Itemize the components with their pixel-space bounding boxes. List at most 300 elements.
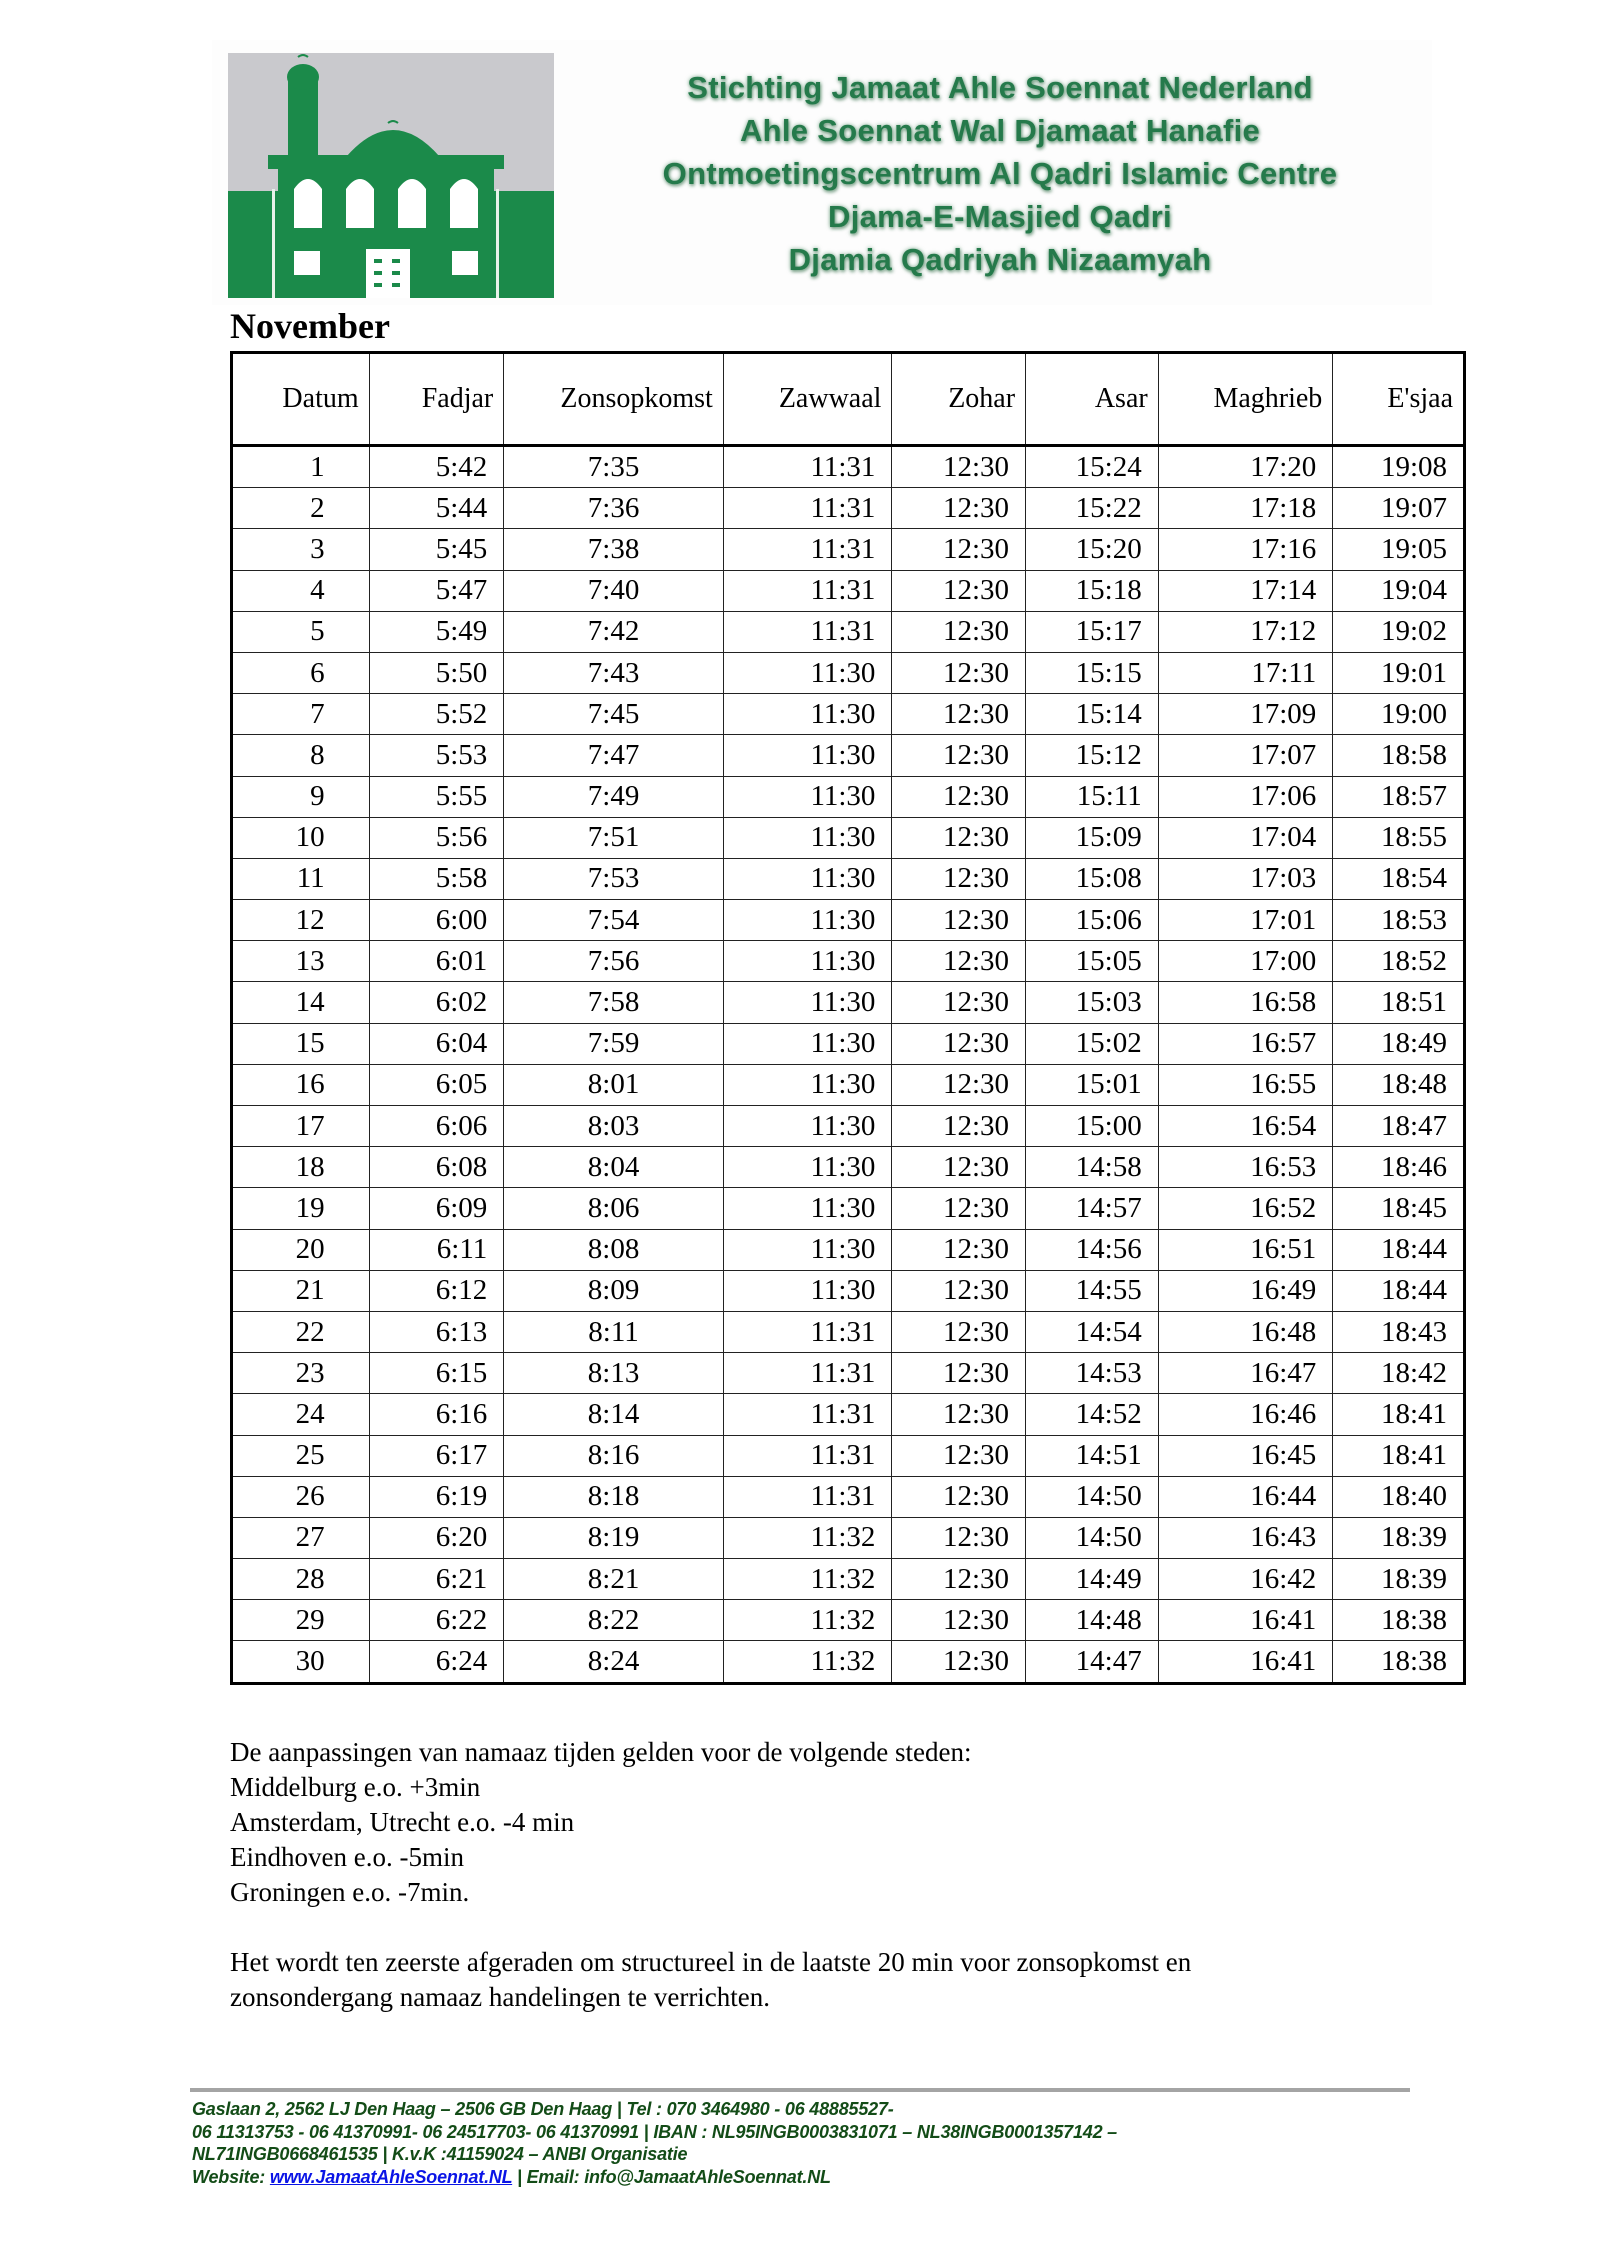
footer-iban-kvk-line: NL71INGB0668461535 | K.v.K :41159024 – ANBI Organisatie (192, 2144, 688, 2164)
table-row (232, 488, 1465, 529)
table-row (232, 941, 1465, 982)
adjustment-item: Groningen e.o. -7min. (230, 1877, 470, 1907)
cell-zonsopkomst: 8:19 (504, 1517, 724, 1558)
cell-asar: 14:50 (1026, 1476, 1159, 1517)
table-row (232, 694, 1465, 735)
cell-datum: 20 (232, 1229, 370, 1270)
cell-fadjar: 6:00 (369, 900, 504, 941)
adjustments-intro: De aanpassingen van namaaz tijden gelden voor de volgende steden: (230, 1737, 972, 1767)
column-header-fadjar: Fadjar (369, 353, 504, 446)
cell-fadjar: 5:53 (369, 735, 504, 776)
org-line-4: Djama-E-Masjied Qadri (828, 199, 1172, 234)
footer-address-line: Gaslaan 2, 2562 LJ Den Haag – 2506 GB Den Haag | Tel : 070 3464980 - 06 48885527- (192, 2099, 894, 2119)
cell-maghrieb: 17:00 (1158, 941, 1333, 982)
cell-zonsopkomst: 7:36 (504, 488, 724, 529)
cell-datum: 2 (232, 488, 370, 529)
cell-zonsopkomst: 8:01 (504, 1064, 724, 1105)
cell-zawwaal: 11:30 (723, 941, 892, 982)
cell-zonsopkomst: 7:42 (504, 611, 724, 652)
cell-maghrieb: 16:49 (1158, 1270, 1333, 1311)
cell-datum: 22 (232, 1311, 370, 1352)
cell-fadjar: 5:45 (369, 529, 504, 570)
cell-maghrieb: 17:14 (1158, 570, 1333, 611)
cell-zohar: 12:30 (892, 1600, 1026, 1641)
cell-maghrieb: 16:57 (1158, 1023, 1333, 1064)
website-label: Website: (192, 2166, 270, 2187)
cell-zohar: 12:30 (892, 1270, 1026, 1311)
cell-datum: 23 (232, 1353, 370, 1394)
column-header-datum: Datum (232, 353, 370, 446)
cell-zonsopkomst: 8:14 (504, 1394, 724, 1435)
cell-zohar: 12:30 (892, 1517, 1026, 1558)
cell-maghrieb: 16:53 (1158, 1147, 1333, 1188)
cell-zawwaal: 11:30 (723, 900, 892, 941)
cell-maghrieb: 17:18 (1158, 488, 1333, 529)
cell-esjaa: 18:53 (1333, 900, 1465, 941)
org-line-2: Ahle Soennat Wal Djamaat Hanafie (739, 113, 1261, 148)
cell-esjaa: 18:45 (1333, 1188, 1465, 1229)
cell-esjaa: 18:48 (1333, 1064, 1465, 1105)
table-row (232, 1476, 1465, 1517)
cell-asar: 15:18 (1026, 570, 1159, 611)
cell-maghrieb: 16:58 (1158, 982, 1333, 1023)
column-header-esjaa: E'sjaa (1333, 353, 1465, 446)
cell-zawwaal: 11:31 (723, 570, 892, 611)
cell-zawwaal: 11:31 (723, 611, 892, 652)
cell-asar: 15:09 (1026, 817, 1159, 858)
cell-maghrieb: 16:44 (1158, 1476, 1333, 1517)
cell-asar: 14:56 (1026, 1229, 1159, 1270)
cell-zawwaal: 11:30 (723, 652, 892, 693)
cell-fadjar: 6:02 (369, 982, 504, 1023)
table-row (232, 1600, 1465, 1641)
table-row (232, 735, 1465, 776)
cell-esjaa: 18:51 (1333, 982, 1465, 1023)
cell-zawwaal: 11:30 (723, 1106, 892, 1147)
org-line-1: Stichting Jamaat Ahle Soennat Nederland (687, 70, 1313, 105)
table-row (232, 1435, 1465, 1476)
table-row (232, 1023, 1465, 1064)
cell-fadjar: 5:42 (369, 446, 504, 488)
cell-maghrieb: 16:46 (1158, 1394, 1333, 1435)
footer-contact (192, 2098, 1492, 2188)
cell-esjaa: 18:39 (1333, 1517, 1465, 1558)
cell-zohar: 12:30 (892, 570, 1026, 611)
cell-zohar: 12:30 (892, 488, 1026, 529)
cell-zohar: 12:30 (892, 1106, 1026, 1147)
cell-fadjar: 6:06 (369, 1106, 504, 1147)
cell-asar: 14:50 (1026, 1517, 1159, 1558)
cell-asar: 15:17 (1026, 611, 1159, 652)
cell-fadjar: 6:16 (369, 1394, 504, 1435)
cell-zonsopkomst: 7:47 (504, 735, 724, 776)
column-header-zawwaal: Zawwaal (723, 353, 892, 446)
cell-asar: 15:20 (1026, 529, 1159, 570)
cell-zohar: 12:30 (892, 611, 1026, 652)
cell-asar: 14:58 (1026, 1147, 1159, 1188)
cell-zohar: 12:30 (892, 776, 1026, 817)
cell-zonsopkomst: 7:38 (504, 529, 724, 570)
cell-asar: 15:24 (1026, 446, 1159, 488)
cell-esjaa: 19:00 (1333, 694, 1465, 735)
cell-zonsopkomst: 7:53 (504, 858, 724, 899)
mosque-icon (228, 53, 554, 298)
cell-fadjar: 5:58 (369, 858, 504, 899)
table-row (232, 1353, 1465, 1394)
cell-zonsopkomst: 7:40 (504, 570, 724, 611)
table-row (232, 900, 1465, 941)
cell-zohar: 12:30 (892, 694, 1026, 735)
cell-zonsopkomst: 7:43 (504, 652, 724, 693)
table-row (232, 1559, 1465, 1600)
table-row (232, 1147, 1465, 1188)
cell-zonsopkomst: 8:09 (504, 1270, 724, 1311)
table-row (232, 652, 1465, 693)
cell-fadjar: 5:49 (369, 611, 504, 652)
cell-zawwaal: 11:30 (723, 694, 892, 735)
cell-fadjar: 6:22 (369, 1600, 504, 1641)
cell-zohar: 12:30 (892, 1188, 1026, 1229)
cell-zawwaal: 11:31 (723, 1353, 892, 1394)
cell-datum: 24 (232, 1394, 370, 1435)
cell-zawwaal: 11:31 (723, 446, 892, 488)
cell-esjaa: 19:02 (1333, 611, 1465, 652)
table-row (232, 446, 1465, 488)
table-row (232, 817, 1465, 858)
cell-fadjar: 6:01 (369, 941, 504, 982)
cell-datum: 6 (232, 652, 370, 693)
cell-datum: 3 (232, 529, 370, 570)
cell-zonsopkomst: 7:49 (504, 776, 724, 817)
cell-esjaa: 18:43 (1333, 1311, 1465, 1352)
org-line-5: Djamia Qadriyah Nizaamyah (788, 242, 1212, 277)
cell-zohar: 12:30 (892, 529, 1026, 570)
cell-zohar: 12:30 (892, 1641, 1026, 1683)
cell-fadjar: 6:04 (369, 1023, 504, 1064)
cell-zawwaal: 11:30 (723, 1023, 892, 1064)
cell-zawwaal: 11:30 (723, 1147, 892, 1188)
cell-datum: 26 (232, 1476, 370, 1517)
cell-datum: 4 (232, 570, 370, 611)
cell-zohar: 12:30 (892, 735, 1026, 776)
cell-fadjar: 5:47 (369, 570, 504, 611)
column-header-zonsopkomst: Zonsopkomst (504, 353, 724, 446)
website-link[interactable]: www.JamaatAhleSoennat.NL (269, 2166, 513, 2187)
cell-zawwaal: 11:30 (723, 735, 892, 776)
cell-zohar: 12:30 (892, 817, 1026, 858)
month-title: November (230, 306, 390, 346)
cell-datum: 7 (232, 694, 370, 735)
footer-web-line (192, 2166, 1492, 2189)
cell-zohar: 12:30 (892, 1023, 1026, 1064)
cell-zonsopkomst: 8:08 (504, 1229, 724, 1270)
cell-zawwaal: 11:32 (723, 1517, 892, 1558)
table-row (232, 1641, 1465, 1683)
table-row (232, 570, 1465, 611)
cell-datum: 12 (232, 900, 370, 941)
cell-esjaa: 18:40 (1333, 1476, 1465, 1517)
cell-datum: 9 (232, 776, 370, 817)
table-row (232, 611, 1465, 652)
cell-esjaa: 18:58 (1333, 735, 1465, 776)
cell-zohar: 12:30 (892, 1394, 1026, 1435)
cell-datum: 15 (232, 1023, 370, 1064)
cell-datum: 30 (232, 1641, 370, 1683)
cell-asar: 15:05 (1026, 941, 1159, 982)
cell-zawwaal: 11:31 (723, 1394, 892, 1435)
cell-esjaa: 18:39 (1333, 1559, 1465, 1600)
cell-maghrieb: 16:41 (1158, 1600, 1333, 1641)
cell-fadjar: 5:44 (369, 488, 504, 529)
cell-zonsopkomst: 7:56 (504, 941, 724, 982)
cell-asar: 14:55 (1026, 1270, 1159, 1311)
cell-esjaa: 18:38 (1333, 1641, 1465, 1683)
cell-zonsopkomst: 8:16 (504, 1435, 724, 1476)
column-header-zohar: Zohar (892, 353, 1026, 446)
prayer-times-table (230, 351, 1466, 1685)
cell-esjaa: 18:55 (1333, 817, 1465, 858)
table-row (232, 1517, 1465, 1558)
cell-esjaa: 18:47 (1333, 1106, 1465, 1147)
cell-zawwaal: 11:32 (723, 1600, 892, 1641)
cell-zawwaal: 11:32 (723, 1641, 892, 1683)
advice-line-2: zonsondergang namaaz handelingen te verrichten. (230, 1982, 771, 2012)
cell-zawwaal: 11:30 (723, 1229, 892, 1270)
cell-asar: 15:08 (1026, 858, 1159, 899)
cell-zohar: 12:30 (892, 446, 1026, 488)
table-row (232, 1188, 1465, 1229)
cell-fadjar: 6:24 (369, 1641, 504, 1683)
cell-maghrieb: 16:54 (1158, 1106, 1333, 1147)
cell-fadjar: 5:50 (369, 652, 504, 693)
cell-esjaa: 19:05 (1333, 529, 1465, 570)
cell-fadjar: 6:11 (369, 1229, 504, 1270)
cell-zohar: 12:30 (892, 941, 1026, 982)
notes-section (230, 1735, 1430, 2015)
cell-fadjar: 6:08 (369, 1147, 504, 1188)
cell-asar: 15:06 (1026, 900, 1159, 941)
cell-zonsopkomst: 8:06 (504, 1188, 724, 1229)
cell-zonsopkomst: 8:03 (504, 1106, 724, 1147)
cell-asar: 15:15 (1026, 652, 1159, 693)
cell-asar: 15:12 (1026, 735, 1159, 776)
footer-phone-iban-line: 06 11313753 - 06 41370991- 06 24517703- 06 41370991 | IBAN : NL95INGB0003831071 – NL38INGB0001357142 – (192, 2121, 1117, 2142)
cell-esjaa: 18:38 (1333, 1600, 1465, 1641)
cell-esjaa: 19:04 (1333, 570, 1465, 611)
cell-maghrieb: 17:07 (1158, 735, 1333, 776)
email-text: | Email: info@JamaatAhleSoennat.NL (512, 2166, 831, 2187)
cell-zawwaal: 11:31 (723, 1435, 892, 1476)
cell-maghrieb: 16:42 (1158, 1559, 1333, 1600)
cell-zawwaal: 11:30 (723, 858, 892, 899)
table-header-row (232, 353, 1465, 446)
cell-fadjar: 5:52 (369, 694, 504, 735)
cell-asar: 14:53 (1026, 1353, 1159, 1394)
table-row (232, 529, 1465, 570)
cell-zonsopkomst: 7:59 (504, 1023, 724, 1064)
cell-maghrieb: 16:43 (1158, 1517, 1333, 1558)
cell-maghrieb: 16:48 (1158, 1311, 1333, 1352)
cell-asar: 15:02 (1026, 1023, 1159, 1064)
cell-esjaa: 18:54 (1333, 858, 1465, 899)
cell-fadjar: 6:17 (369, 1435, 504, 1476)
cell-fadjar: 6:12 (369, 1270, 504, 1311)
cell-maghrieb: 16:55 (1158, 1064, 1333, 1105)
adjustment-item: Middelburg e.o. +3min (230, 1772, 481, 1802)
cell-maghrieb: 17:06 (1158, 776, 1333, 817)
advice-line-1: Het wordt ten zeerste afgeraden om structureel in de laatste 20 min voor zonsopkomst en (230, 1947, 1192, 1977)
cell-datum: 13 (232, 941, 370, 982)
cell-zonsopkomst: 8:11 (504, 1311, 724, 1352)
cell-zonsopkomst: 8:24 (504, 1641, 724, 1683)
table-row (232, 858, 1465, 899)
cell-fadjar: 6:09 (369, 1188, 504, 1229)
cell-esjaa: 18:52 (1333, 941, 1465, 982)
cell-zohar: 12:30 (892, 1311, 1026, 1352)
cell-maghrieb: 16:47 (1158, 1353, 1333, 1394)
cell-asar: 14:49 (1026, 1559, 1159, 1600)
cell-zawwaal: 11:31 (723, 1476, 892, 1517)
cell-esjaa: 19:01 (1333, 652, 1465, 693)
cell-fadjar: 5:56 (369, 817, 504, 858)
cell-zawwaal: 11:30 (723, 982, 892, 1023)
cell-zawwaal: 11:30 (723, 817, 892, 858)
cell-datum: 1 (232, 446, 370, 488)
cell-esjaa: 18:41 (1333, 1435, 1465, 1476)
cell-datum: 18 (232, 1147, 370, 1188)
cell-datum: 19 (232, 1188, 370, 1229)
table-row (232, 1106, 1465, 1147)
cell-datum: 29 (232, 1600, 370, 1641)
cell-esjaa: 19:07 (1333, 488, 1465, 529)
cell-zohar: 12:30 (892, 652, 1026, 693)
cell-zonsopkomst: 7:54 (504, 900, 724, 941)
cell-maghrieb: 16:41 (1158, 1641, 1333, 1683)
cell-zawwaal: 11:31 (723, 529, 892, 570)
cell-asar: 15:00 (1026, 1106, 1159, 1147)
cell-esjaa: 18:57 (1333, 776, 1465, 817)
cell-zawwaal: 11:30 (723, 1188, 892, 1229)
org-line-3: Ontmoetingscentrum Al Qadri Islamic Centre (662, 156, 1338, 191)
cell-fadjar: 6:19 (369, 1476, 504, 1517)
cell-fadjar: 6:13 (369, 1311, 504, 1352)
cell-zohar: 12:30 (892, 1476, 1026, 1517)
cell-zonsopkomst: 7:58 (504, 982, 724, 1023)
cell-zohar: 12:30 (892, 1353, 1026, 1394)
table-row (232, 1270, 1465, 1311)
cell-datum: 25 (232, 1435, 370, 1476)
table-row (232, 982, 1465, 1023)
adjustment-item: Amsterdam, Utrecht e.o. -4 min (230, 1807, 575, 1837)
organization-name-block (560, 66, 1440, 281)
cell-zonsopkomst: 7:51 (504, 817, 724, 858)
cell-asar: 15:01 (1026, 1064, 1159, 1105)
cell-asar: 15:11 (1026, 776, 1159, 817)
cell-datum: 14 (232, 982, 370, 1023)
cell-asar: 15:03 (1026, 982, 1159, 1023)
cell-zohar: 12:30 (892, 982, 1026, 1023)
cell-zonsopkomst: 8:22 (504, 1600, 724, 1641)
cell-zawwaal: 11:30 (723, 776, 892, 817)
cell-zohar: 12:30 (892, 1064, 1026, 1105)
cell-maghrieb: 17:04 (1158, 817, 1333, 858)
adjustment-item: Eindhoven e.o. -5min (230, 1842, 464, 1872)
cell-maghrieb: 17:11 (1158, 652, 1333, 693)
cell-datum: 10 (232, 817, 370, 858)
cell-zohar: 12:30 (892, 900, 1026, 941)
cell-maghrieb: 16:51 (1158, 1229, 1333, 1270)
column-header-maghrieb: Maghrieb (1158, 353, 1333, 446)
cell-asar: 15:14 (1026, 694, 1159, 735)
footer-divider (190, 2088, 1410, 2092)
cell-maghrieb: 17:01 (1158, 900, 1333, 941)
cell-zawwaal: 11:31 (723, 488, 892, 529)
cell-asar: 14:57 (1026, 1188, 1159, 1229)
cell-esjaa: 18:49 (1333, 1023, 1465, 1064)
cell-zonsopkomst: 8:04 (504, 1147, 724, 1188)
cell-esjaa: 18:44 (1333, 1270, 1465, 1311)
column-header-asar: Asar (1026, 353, 1159, 446)
cell-zawwaal: 11:30 (723, 1270, 892, 1311)
table-row (232, 1394, 1465, 1435)
cell-esjaa: 18:46 (1333, 1147, 1465, 1188)
cell-zonsopkomst: 8:13 (504, 1353, 724, 1394)
cell-datum: 17 (232, 1106, 370, 1147)
cell-asar: 14:47 (1026, 1641, 1159, 1683)
table-row (232, 1311, 1465, 1352)
cell-fadjar: 6:21 (369, 1559, 504, 1600)
cell-maghrieb: 16:52 (1158, 1188, 1333, 1229)
cell-zonsopkomst: 7:35 (504, 446, 724, 488)
cell-zonsopkomst: 8:18 (504, 1476, 724, 1517)
cell-zawwaal: 11:32 (723, 1559, 892, 1600)
table-body (232, 446, 1465, 1684)
cell-asar: 15:22 (1026, 488, 1159, 529)
cell-esjaa: 19:08 (1333, 446, 1465, 488)
cell-maghrieb: 16:45 (1158, 1435, 1333, 1476)
cell-datum: 8 (232, 735, 370, 776)
cell-zonsopkomst: 7:45 (504, 694, 724, 735)
cell-zohar: 12:30 (892, 1229, 1026, 1270)
cell-zonsopkomst: 8:21 (504, 1559, 724, 1600)
cell-fadjar: 6:15 (369, 1353, 504, 1394)
cell-datum: 28 (232, 1559, 370, 1600)
cell-maghrieb: 17:09 (1158, 694, 1333, 735)
cell-zohar: 12:30 (892, 1435, 1026, 1476)
cell-asar: 14:52 (1026, 1394, 1159, 1435)
cell-zohar: 12:30 (892, 1559, 1026, 1600)
cell-fadjar: 6:05 (369, 1064, 504, 1105)
cell-datum: 21 (232, 1270, 370, 1311)
cell-maghrieb: 17:03 (1158, 858, 1333, 899)
cell-asar: 14:48 (1026, 1600, 1159, 1641)
cell-datum: 16 (232, 1064, 370, 1105)
cell-maghrieb: 17:12 (1158, 611, 1333, 652)
cell-datum: 11 (232, 858, 370, 899)
cell-esjaa: 18:42 (1333, 1353, 1465, 1394)
spacer (230, 1910, 1430, 1945)
cell-maghrieb: 17:20 (1158, 446, 1333, 488)
cell-zohar: 12:30 (892, 858, 1026, 899)
cell-esjaa: 18:44 (1333, 1229, 1465, 1270)
cell-asar: 14:54 (1026, 1311, 1159, 1352)
cell-asar: 14:51 (1026, 1435, 1159, 1476)
cell-fadjar: 6:20 (369, 1517, 504, 1558)
cell-datum: 27 (232, 1517, 370, 1558)
cell-maghrieb: 17:16 (1158, 529, 1333, 570)
cell-zohar: 12:30 (892, 1147, 1026, 1188)
cell-fadjar: 5:55 (369, 776, 504, 817)
